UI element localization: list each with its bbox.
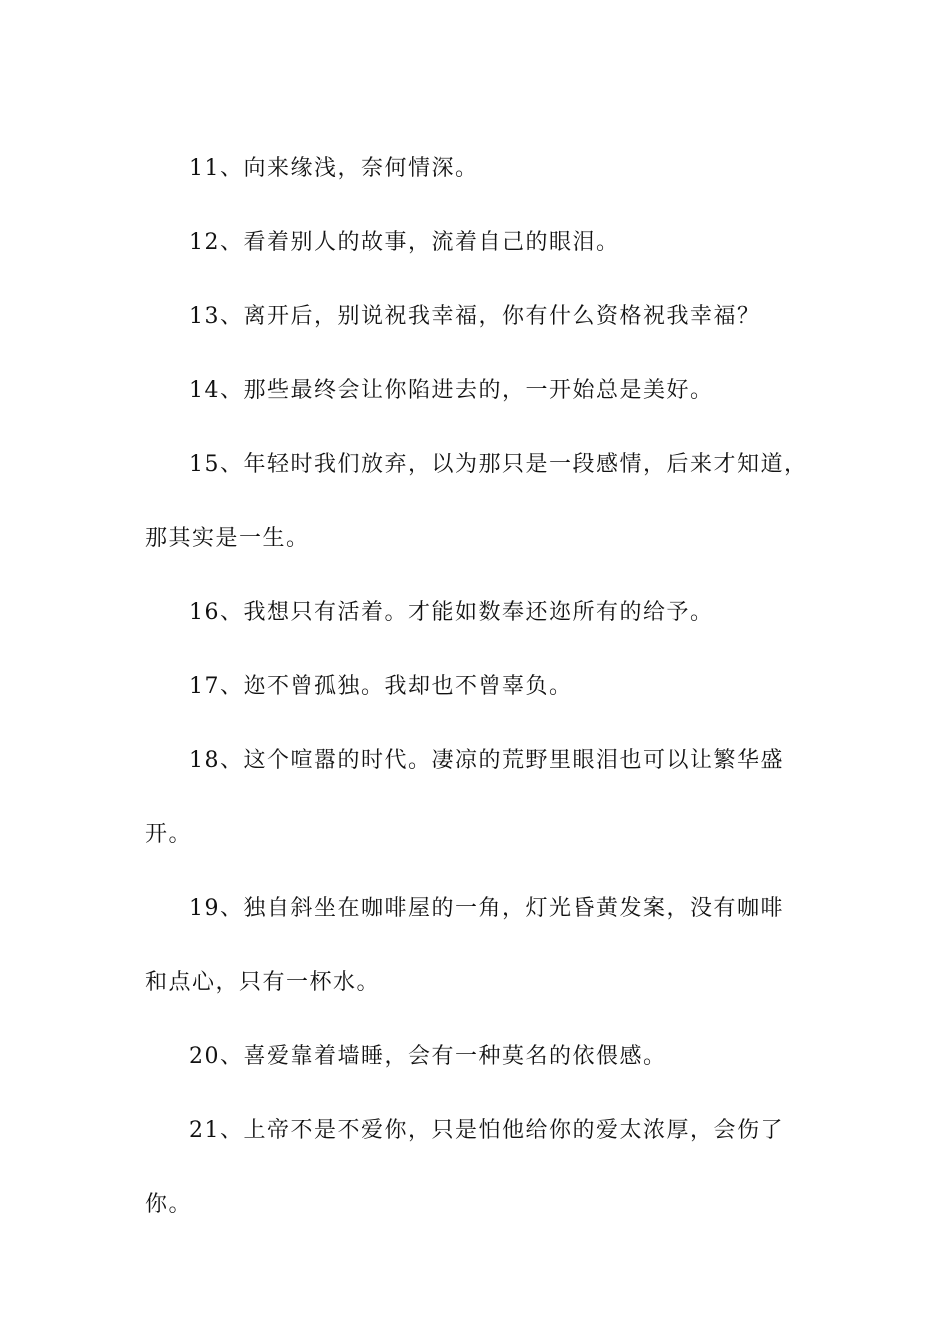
paragraph-13 [145,280,825,354]
paragraph-line: 12、看着别人的故事，流着自己的眼泪。 [189,230,620,255]
paragraph-15 [145,428,825,576]
paragraph-line: 21、上帝不是不爱你，只是怕他给你的爱太浓厚，会伤了 [189,1118,784,1143]
document-body [145,132,825,1242]
paragraph-line: 18、这个喧嚣的时代。凄凉的荒野里眼泪也可以让繁华盛 [189,748,784,773]
paragraph-line: 15、年轻时我们放弃，以为那只是一段感情，后来才知道， [189,452,808,477]
paragraph-line: 开。 [145,822,193,847]
paragraph-line: 你。 [145,1192,193,1217]
paragraph-18 [145,724,825,872]
paragraph-line: 16、我想只有活着。才能如数奉还迩所有的给予。 [189,600,714,625]
paragraph-17 [145,650,825,724]
paragraph-line: 13、离开后，别说祝我幸福，你有什么资格祝我幸福？ [189,304,761,329]
paragraph-21 [145,1094,825,1242]
paragraph-16 [145,576,825,650]
paragraph-line: 14、那些最终会让你陷进去的，一开始总是美好。 [189,378,714,403]
paragraph-12 [145,206,825,280]
paragraph-line: 那其实是一生。 [145,526,310,551]
paragraph-19 [145,872,825,1020]
paragraph-20 [145,1020,825,1094]
paragraph-line: 17、迩不曾孤独。我却也不曾辜负。 [189,674,573,699]
paragraph-14 [145,354,825,428]
paragraph-11 [145,132,825,206]
paragraph-line: 19、独自斜坐在咖啡屋的一角，灯光昏黄发案，没有咖啡 [189,896,784,921]
paragraph-line: 11、向来缘浅，奈何情深。 [189,156,479,181]
paragraph-line: 和点心，只有一杯水。 [145,970,381,995]
paragraph-line: 20、喜爱靠着墙睡，会有一种莫名的依偎感。 [189,1044,667,1069]
